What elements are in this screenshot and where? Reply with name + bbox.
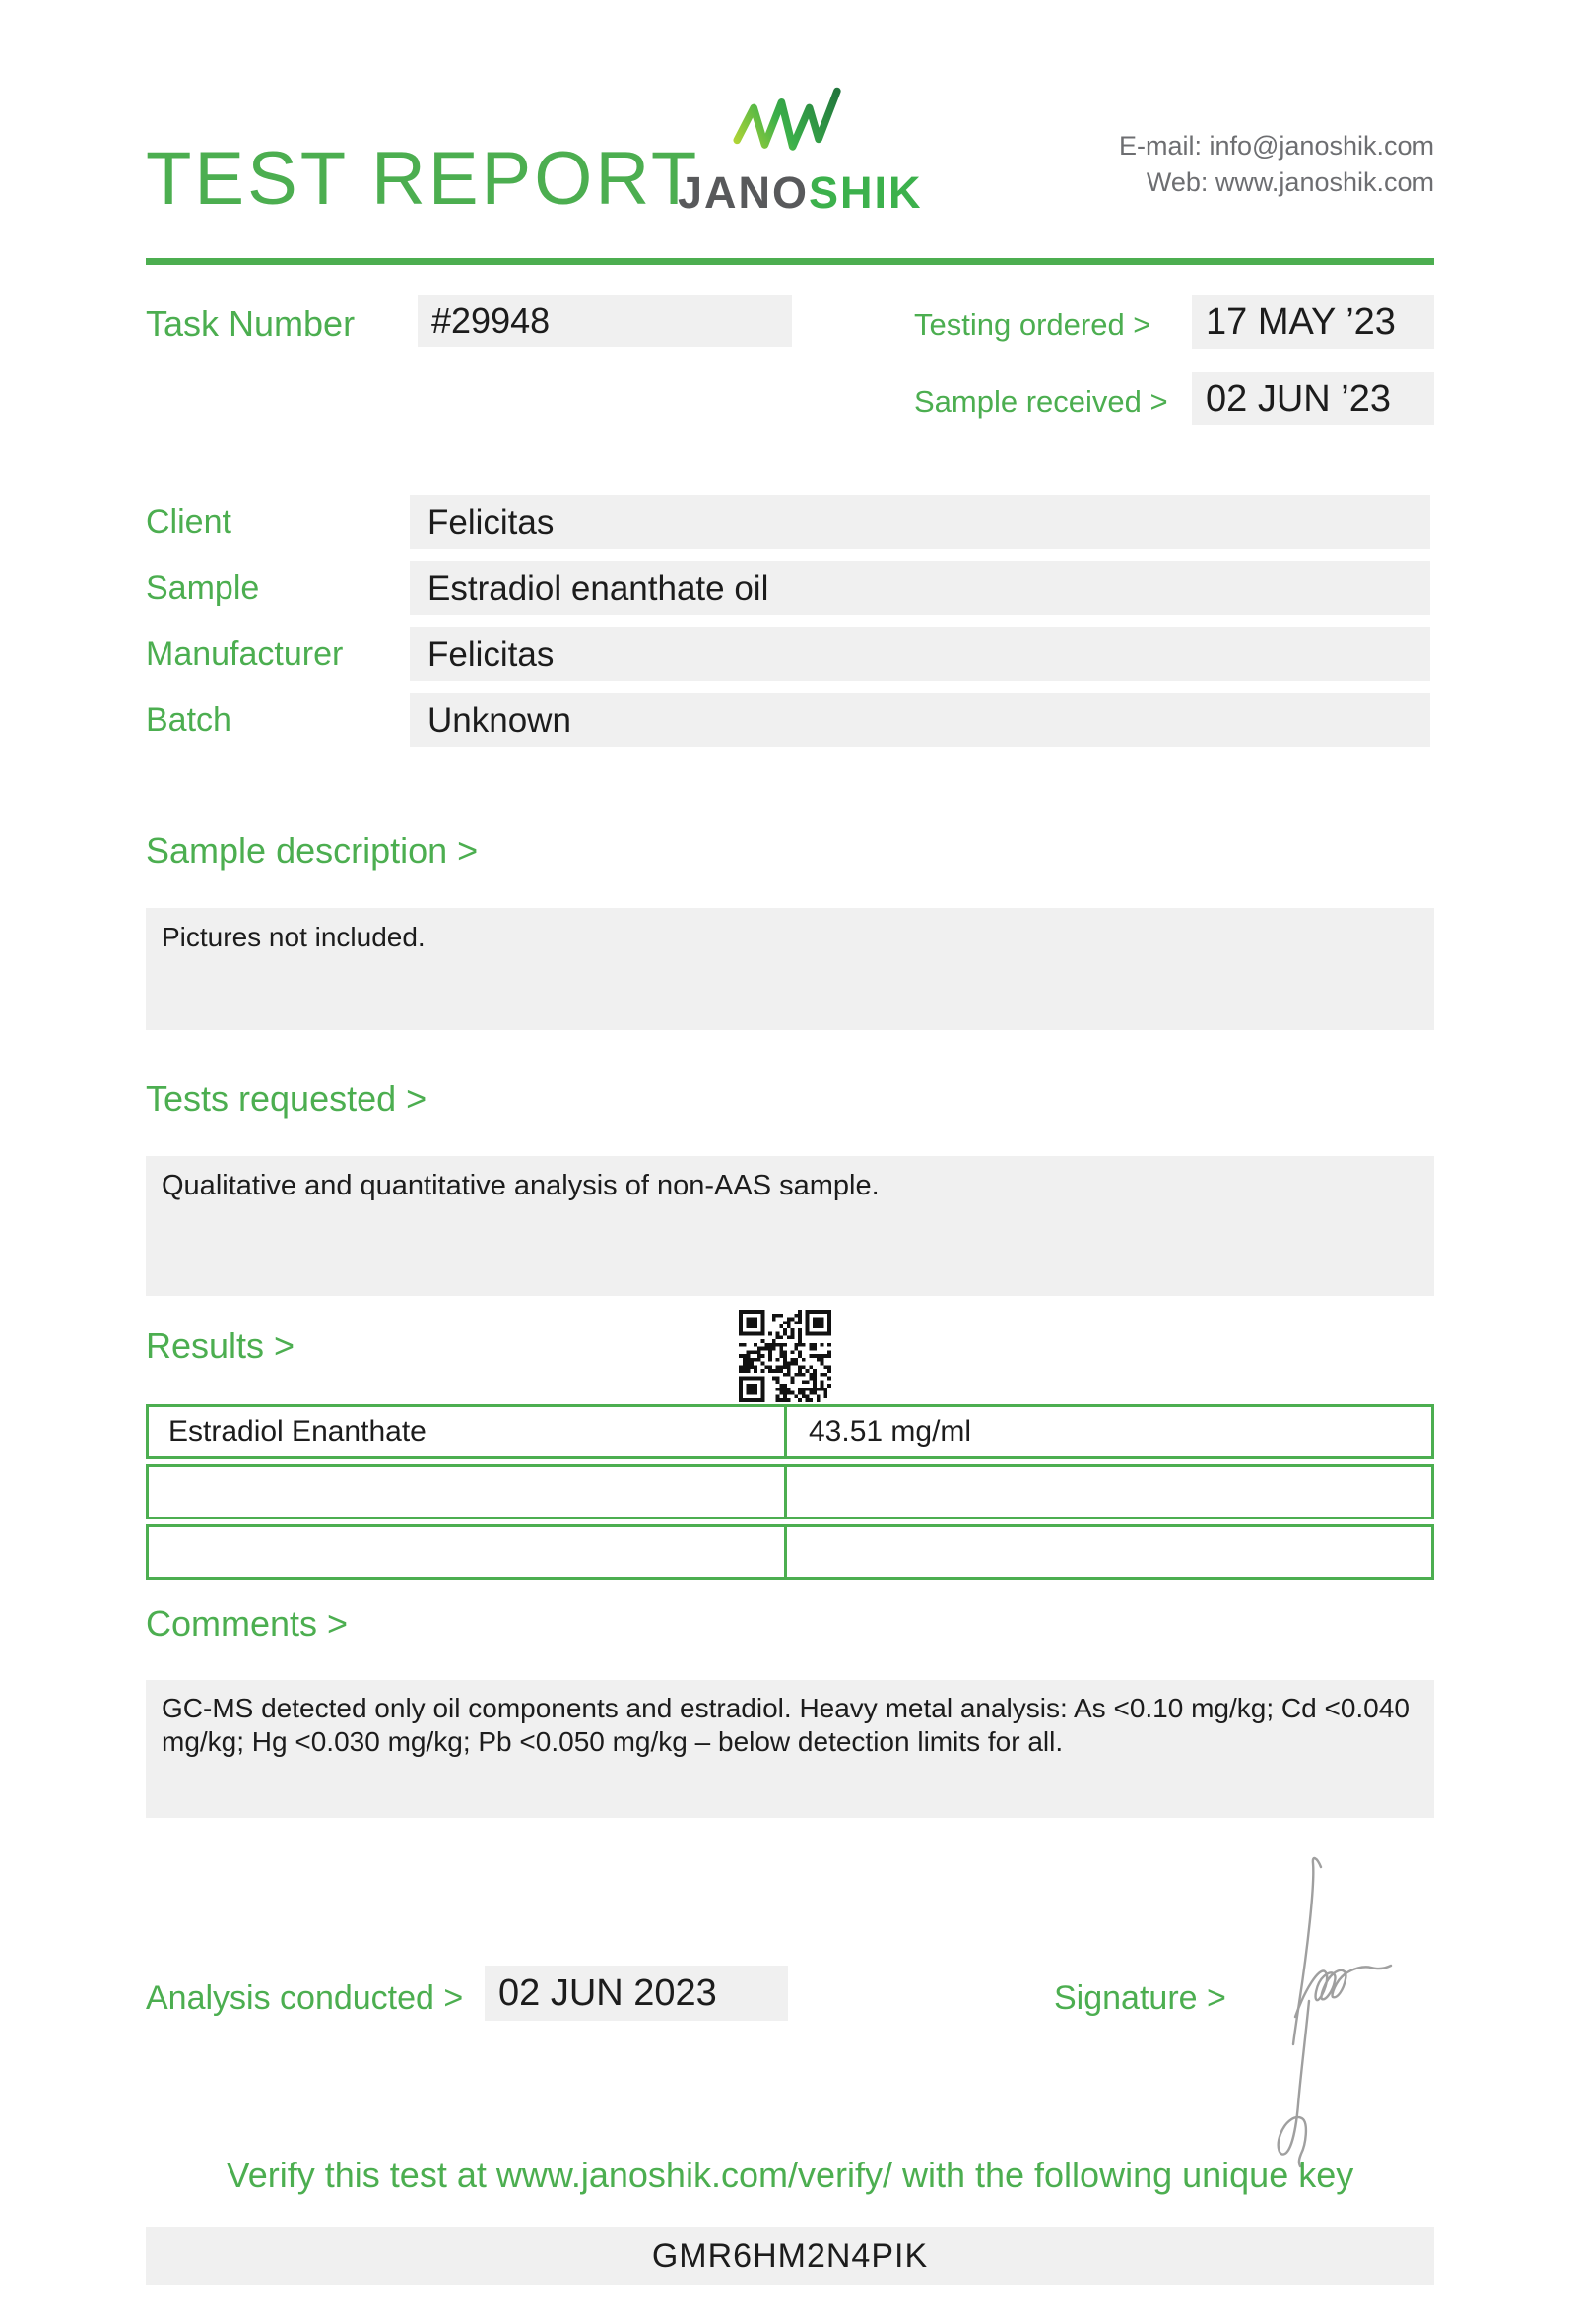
task-number-label: Task Number	[146, 303, 356, 344]
brand-logo	[678, 83, 923, 219]
tests-requested-heading: Tests requested >	[146, 1078, 427, 1119]
sample-description-heading: Sample description >	[146, 830, 479, 871]
sample-value: Estradiol enanthate oil	[410, 561, 1430, 615]
analysis-conducted-label: Analysis conducted >	[146, 1979, 464, 2017]
sample-received-label: Sample received >	[914, 384, 1168, 419]
results-heading: Results >	[146, 1325, 296, 1366]
results-value-empty	[787, 1527, 1431, 1577]
wordmark-right: SHIK	[809, 167, 923, 218]
sample-description-box	[146, 908, 1434, 1030]
sample-label: Sample	[146, 569, 260, 607]
sample-description-text: Pictures not included.	[162, 922, 426, 952]
unique-key-value: GMR6HM2N4PIK	[146, 2227, 1434, 2285]
chart-peaks-icon	[726, 83, 850, 161]
results-row-2	[146, 1464, 1434, 1519]
batch-value: Unknown	[410, 693, 1430, 747]
client-value: Felicitas	[410, 495, 1430, 549]
results-analyte-empty	[149, 1467, 787, 1517]
wordmark-left: JANO	[678, 167, 810, 218]
sample-received-value: 02 JUN ’23	[1192, 372, 1434, 425]
verify-instruction: Verify this test at www.janoshik.com/verify/ with the following unique key	[226, 2155, 1354, 2195]
comments-box	[146, 1680, 1434, 1818]
contact-email: E-mail: info@janoshik.com	[1118, 131, 1434, 161]
testing-ordered-label: Testing ordered >	[914, 307, 1151, 342]
comments-heading: Comments >	[146, 1603, 349, 1644]
tests-requested-box	[146, 1156, 1434, 1296]
batch-label: Batch	[146, 701, 231, 739]
page-title: TEST REPORT	[146, 137, 700, 221]
brand-wordmark	[678, 167, 923, 219]
signature-label: Signature >	[1054, 1979, 1226, 2017]
tests-requested-text: Qualitative and quantitative analysis of non-AAS sample.	[162, 1170, 880, 1201]
results-value-empty	[787, 1467, 1431, 1517]
contact-block	[1119, 128, 1434, 201]
signature-scribble	[1266, 1834, 1448, 2203]
header-divider	[146, 258, 1434, 265]
contact-web: Web: www.janoshik.com	[1146, 167, 1434, 197]
task-number-value: #29948	[418, 295, 792, 347]
comments-text: GC-MS detected only oil components and estradiol. Heavy metal analysis: As <0.10 mg/kg; Cd <0.040 mg/kg; Hg <0.030 mg/kg; Pb <0.050 mg/kg – below detection limits for all.	[162, 1693, 1410, 1757]
results-analyte: Estradiol Enanthate	[149, 1407, 787, 1456]
analysis-date-value: 02 JUN 2023	[485, 1966, 788, 2021]
results-analyte-empty	[149, 1527, 787, 1577]
results-row-3	[146, 1524, 1434, 1580]
manufacturer-value: Felicitas	[410, 627, 1430, 681]
results-row-1	[146, 1404, 1434, 1459]
client-label: Client	[146, 503, 231, 541]
results-value: 43.51 mg/ml	[809, 1415, 972, 1448]
testing-ordered-value: 17 MAY ’23	[1192, 295, 1434, 349]
manufacturer-label: Manufacturer	[146, 635, 344, 673]
qr-code	[739, 1310, 831, 1402]
